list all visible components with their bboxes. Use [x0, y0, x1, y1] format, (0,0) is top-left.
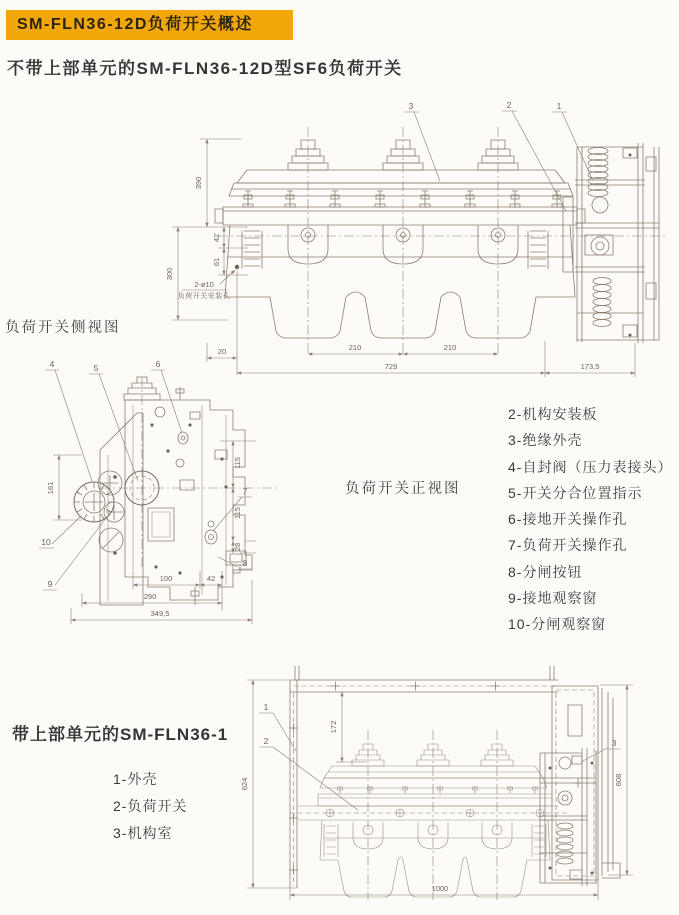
callout-7: 7	[242, 486, 248, 496]
callout-5: 5	[93, 363, 99, 373]
mechanism-box	[540, 748, 596, 886]
hole-note-label: 负荷开关安装孔	[177, 293, 231, 300]
dim-172: 172	[329, 720, 338, 734]
dim-161: 161	[46, 481, 55, 495]
parts-list-item: 8-分闸按钮	[508, 563, 583, 580]
front-view-label: 负荷开关正视图	[345, 481, 461, 497]
callout-1: 1	[556, 101, 562, 111]
parts-list-item: 3-绝缘外壳	[508, 432, 583, 449]
cabinet-outline	[289, 666, 620, 888]
dim-300: 300	[165, 267, 174, 281]
callout-4: 4	[49, 359, 55, 369]
callout-3: 3	[611, 738, 617, 748]
section2-parts-list	[113, 766, 187, 847]
side-view-drawing	[30, 355, 330, 655]
front-view-mechanism	[563, 143, 659, 343]
callout-1: 1	[263, 702, 269, 712]
dim-290: 290	[143, 592, 157, 601]
side-view-label: 负荷开关侧视图	[5, 320, 121, 336]
dim-1000: 1000	[431, 884, 449, 893]
callout-2: 2	[263, 736, 269, 746]
dim-210a: 210	[348, 343, 362, 352]
callout-9: 9	[47, 579, 53, 589]
parts-list-item: 1-外壳	[113, 771, 158, 787]
overall-view-drawing	[240, 648, 679, 915]
callout-2: 2	[506, 100, 512, 110]
hole-note-size: 2-ø10	[194, 280, 214, 289]
callout-6: 6	[155, 359, 161, 369]
switch-assembly	[290, 730, 570, 900]
front-view-drawing	[130, 85, 679, 385]
dim-20: 20	[217, 347, 227, 356]
callout-3: 3	[408, 101, 414, 111]
dim-390: 390	[194, 176, 203, 190]
parts-list-item: 6-接地开关操作孔	[508, 511, 628, 528]
dim-42b: 42	[206, 574, 216, 583]
front-view-body	[215, 140, 585, 338]
parts-list-item: 2-负荷开关	[113, 798, 188, 814]
banner-title: SM-FLN36-12D负荷开关概述	[17, 16, 253, 33]
parts-list-item: 2-机构安装板	[508, 406, 598, 422]
dim-100: 100	[159, 574, 173, 583]
section2-title: 带上部单元的SM-FLN36-1	[12, 725, 229, 744]
side-view-body	[74, 377, 280, 605]
dim-42: 42	[212, 233, 221, 243]
dim-624: 624	[240, 777, 249, 791]
parts-list	[508, 401, 672, 638]
dim-729: 729	[384, 362, 398, 371]
side-view-dimensions	[46, 441, 256, 624]
parts-list-item: 10-分闸观察窗	[508, 616, 607, 633]
section-banner	[6, 10, 293, 40]
parts-list-item: 7-负荷开关操作孔	[508, 537, 628, 554]
parts-list-item: 4-自封阀（压力表接头）	[508, 458, 673, 475]
parts-list-item: 3-机构室	[113, 825, 173, 841]
front-view-centerlines	[218, 127, 665, 355]
front-view-dimensions	[165, 139, 635, 377]
dim-115a: 115	[233, 457, 242, 469]
dim-173-5: 173,5	[580, 362, 600, 371]
dim-115b: 115	[233, 507, 242, 519]
dim-210b: 210	[443, 343, 457, 352]
dim-61: 61	[212, 257, 221, 267]
parts-list-item: 9-接地观察窗	[508, 590, 598, 607]
front-view-callouts	[404, 100, 593, 211]
dim-349-5: 349,5	[150, 609, 170, 618]
callout-10: 10	[41, 537, 51, 547]
parts-list-item: 5-开关分合位置指示	[508, 484, 643, 501]
dim-608: 608	[614, 773, 623, 787]
page-subtitle: 不带上部单元的SM-FLN36-12D型SF6负荷开关	[7, 59, 403, 78]
callout-8: 8	[242, 558, 248, 568]
dim-28: 28	[233, 542, 242, 552]
overall-view-dimensions	[240, 680, 633, 900]
